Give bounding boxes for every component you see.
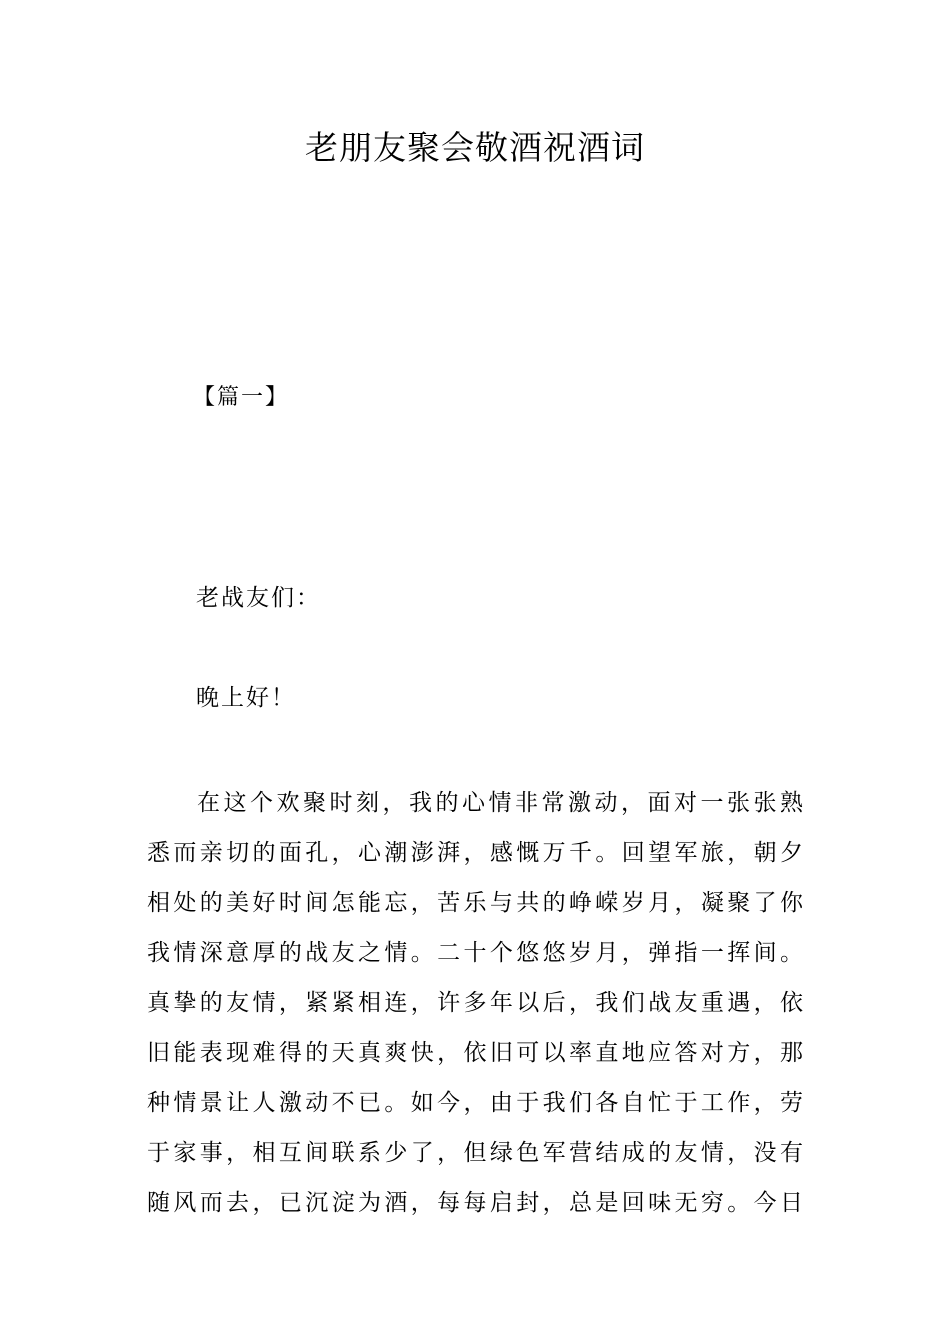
greeting: 晚上好！: [196, 685, 296, 711]
body-line: 真挚的友情，紧紧相连，许多年以后，我们战友重遇，依: [147, 990, 803, 1016]
document-title: 老朋友聚会敬酒祝酒词: [305, 128, 645, 167]
body-line: 旧能表现难得的天真爽快，依旧可以率直地应答对方，那: [147, 1040, 803, 1066]
body-line: 我情深意厚的战友之情。二十个悠悠岁月，弹指一挥间。: [147, 940, 803, 966]
salutation: 老战友们：: [196, 585, 321, 611]
body-line: 种情景让人激动不已。如今，由于我们各自忙于工作，劳: [147, 1090, 803, 1116]
body-paragraph: [147, 778, 803, 1228]
body-line: 随风而去，已沉淀为酒，每每启封，总是回味无穷。今日: [147, 1190, 803, 1216]
section-heading: 【篇一】: [193, 385, 290, 410]
body-line: 悉而亲切的面孔，心潮澎湃，感慨万千。回望军旅，朝夕: [147, 840, 803, 866]
body-line: 于家事，相互间联系少了，但绿色军营结成的友情，没有: [147, 1140, 803, 1166]
body-line: 相处的美好时间怎能忘，苦乐与共的峥嵘岁月，凝聚了你: [147, 890, 803, 916]
body-line: 在这个欢聚时刻，我的心情非常激动，面对一张张熟: [197, 790, 803, 816]
